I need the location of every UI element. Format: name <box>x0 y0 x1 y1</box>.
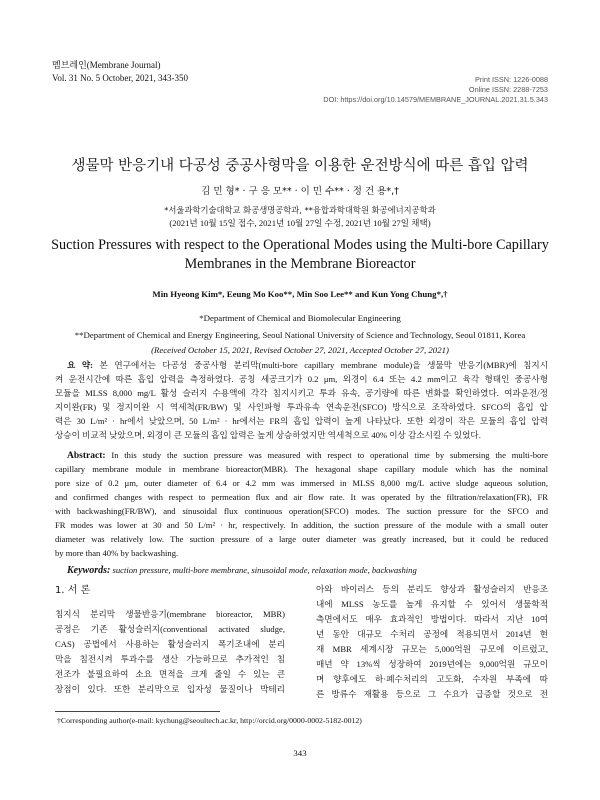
english-dates: (Received October 15, 2021, Revised October 27, 2021, Accepted October 27, 2021) <box>151 345 449 355</box>
abstract-kr-line: 본 연구에서는 다공성 중공사형 분리막(multi-bore capillary membrane module)을 생물막 반응기(MBR)에 침지시 <box>93 360 548 370</box>
body-line: 막을 침전시켜 투과수를 생산 가능하므로 추가적인 침 <box>55 654 285 664</box>
body-line: 내에 MLSS 농도를 높게 유지할 수 있어서 생물학적 <box>316 599 548 609</box>
abstract-en-line: and confirmed changes with respect to permeation flux and air flow rate. It was operated by the filtration/relaxation(FR), FR <box>55 492 548 502</box>
journal-name: 멤브레인(Membrane Journal) <box>52 60 161 70</box>
body-line: 장점이 있다. 또한 분리막으로 입자성 물질이나 박테리 <box>55 684 285 694</box>
page-number: 343 <box>293 748 307 758</box>
body-line: 아와 바이러스 등의 분리도 향상과 활성슬러지 반응조 <box>316 584 548 594</box>
body-line: 년 동안 대규모 수처리 공정에 적용되면서 2014년 현 <box>316 629 548 639</box>
abstract-en-line: In this study the suction pressure was measured with respect to operational time by submersing the multi-bore <box>105 450 548 460</box>
footnote-divider <box>55 711 220 712</box>
keywords <box>67 564 417 577</box>
body-line: CAS) 공법에서 사용하는 활성슬러지 폭기조내에 분리 <box>55 639 285 649</box>
doi[interactable]: DOI: https://doi.org/10.14579/MEMBRANE_JOURNAL.2021.31.5.343 <box>323 95 548 104</box>
online-issn: Online ISSN: 2288-7253 <box>468 85 548 94</box>
korean-title: 생물막 반응기내 다공성 중공사형막을 이용한 운전방식에 따른 흡입 압력 <box>71 158 529 174</box>
keywords-label: Keywords: <box>67 565 111 576</box>
body-line: 며 향후에도 하·폐수처리의 고도화, 수자원 부족에 따 <box>316 674 548 684</box>
department-2: **Department of Chemical and Energy Engineering, Seoul National University of Science and Technology, Seoul 01811, Korea <box>74 330 526 340</box>
abstract-en-line: with backwashing(FR/BW), and sinusoidal flux continuous operation(SFCO) modes. The suction pressure for the SFCO and <box>55 506 548 516</box>
abstract-kr-line: 력은 30 L/m² · hr에서 낮았으며, 50 L/m² · hr에서는 FR의 흡입 압력이 높게 나타났다. 또한 외경이 작은 모듈의 흡입 압력 <box>55 416 548 426</box>
body-line: 침지식 분리막 생물반응기(membrane bioreactor, MBR) <box>55 609 285 619</box>
body-line: 공정은 기존 활성슬러지(conventional activated sludge, <box>55 624 285 634</box>
body-line: 른 방류수 재활용 등으로 그 수요가 급증할 것으로 전 <box>316 689 548 699</box>
english-title-line: Membranes in the Membrane Bioreactor <box>184 256 416 272</box>
korean-authors: 김 민 형* · 구 응 모** · 이 민 수** · 정 건 용*,† <box>201 186 399 197</box>
korean-dates: (2021년 10월 15일 접수, 2021년 10월 27일 수정, 2021년 10월 27일 채택) <box>169 218 431 228</box>
english-title-line: Suction Pressures with respect to the Operational Modes using the Multi-bore Capillary <box>51 237 549 253</box>
abstract-kr-line: 모듈을 MLSS 8,000 mg/L 활성 슬러지 수용액에 각각 침지시키고 투과 유속, 공기량에 따른 변화를 확인하였다. 여과운전/정 <box>55 388 548 398</box>
body-line: 측면에서도 매우 효과적인 방법이다. 따라서 지난 10여 <box>316 614 548 624</box>
korean-affiliation: *서울과학기술대학교 화공생명공학과, **융합과학대학원 화공에너지공학과 <box>164 205 436 215</box>
abstract-kr-line: 켜 운전시간에 따른 흡입 압력을 측정하였다. 공칭 세공크기가 0.2 μm, 외경이 6.4 또는 4.2 mm이고 육각 형태인 중공사형 <box>55 374 548 384</box>
abstract-kr-line: 지이완(FR) 및 정지이완 시 역세척(FR/BW) 및 사인파형 투과유속 연속운전(SFCO) 방식으로 조작하였다. SFCO의 흡입 압 <box>55 402 548 412</box>
footnote: †Corresponding author(e-mail: kychung@seoultech.ac.kr, http://orcid.org/0000-0002-5182-0012) <box>57 716 362 725</box>
abstract-en-line: pore size of 0.2 μm, outer diameter of 6.4 or 4.2 mm was immersed in MLSS 8,000 mg/L active sludge aqueous solution, <box>55 478 548 488</box>
keywords-text: suction pressure, multi-bore membrane, sinusoidal mode, relaxation mode, backwashing <box>112 565 417 575</box>
department-1: *Department of Chemical and Biomolecular Engineering <box>199 313 401 323</box>
print-issn: Print ISSN: 1226-0088 <box>474 75 548 84</box>
abstract-en-line: FR modes was lower at 30 and 50 L/m² · hr, respectively. In addition, the suction pressure of the module with a small outer <box>55 520 548 530</box>
volume-info: Vol. 31 No. 5 October, 2021, 343-350 <box>52 73 188 83</box>
body-line: 재 MBR 세계시장 규모는 5,000억원 규모에 이르렀고, <box>316 644 548 654</box>
abstract-en-line: diameter was relatively low. The suction pressure of a large outer diameter was greatly increased, but it could be reduced <box>55 534 548 544</box>
abstract-en-label: Abstract: <box>67 451 106 461</box>
body-line: 전조가 불필요하여 소요 면적을 크게 줄일 수 있는 큰 <box>55 669 285 679</box>
section-heading: 1. 서 론 <box>55 585 91 596</box>
english-authors: Min Hyeong Kim*, Eeung Mo Koo**, Min Soo Lee** and Kun Yong Chung*,† <box>152 289 448 299</box>
abstract-kr-line: 상승이 비교적 낮았으며, 외경이 큰 모듈의 흡입 압력은 높게 상승하였지만 역세척으로 40% 이상 감소시킬 수 있었다. <box>55 430 481 440</box>
abstract-kr-label: 요 약: <box>67 360 94 370</box>
abstract-en-line: by more than 40% by backwashing. <box>55 548 179 558</box>
body-line: 매년 약 13%씩 성장하여 2019년에는 9,000억원 규모이 <box>316 659 548 669</box>
abstract-en-line: capillary membrane module in membrane bioreactor(MBR). The hexagonal shape capillary module which has the nominal <box>55 464 548 474</box>
